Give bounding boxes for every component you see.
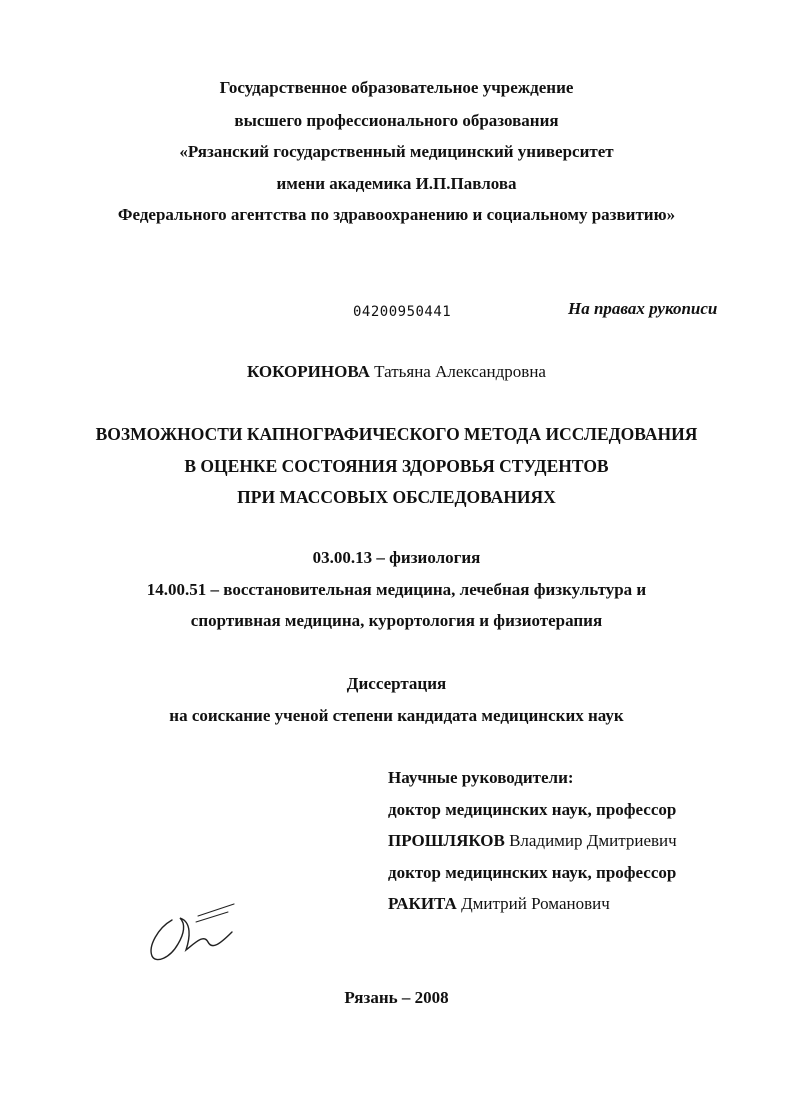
institution-line-1: Государственное образовательное учреждение bbox=[219, 78, 574, 97]
degree-purpose: на соискание ученой степени кандидата медицинских наук bbox=[169, 706, 624, 725]
author-name bbox=[0, 362, 793, 382]
supervisor-2-title: доктор медицинских наук, профессор bbox=[388, 863, 677, 882]
registration-code: 04200950441 bbox=[353, 304, 452, 320]
manuscript-rights: На правах рукописи bbox=[568, 299, 718, 318]
thesis-title-line-2: В ОЦЕНКЕ СОСТОЯНИЯ ЗДОРОВЬЯ СТУДЕНТОВ bbox=[184, 456, 609, 476]
institution-line-4: имени академика И.П.Павлова bbox=[276, 174, 517, 193]
supervisors-heading: Научные руководители: bbox=[388, 768, 574, 787]
specialty-2-continued: спортивная медицина, курортология и физиотерапия bbox=[190, 611, 603, 630]
handwritten-signature bbox=[140, 898, 250, 968]
specialty-2-code: 14.00.51 bbox=[146, 580, 207, 599]
document-type: Диссертация bbox=[346, 674, 447, 693]
supervisor-1-title: доктор медицинских наук, профессор bbox=[388, 800, 677, 819]
place-and-year: Рязань – 2008 bbox=[344, 988, 449, 1007]
specialty-2 bbox=[0, 580, 793, 600]
specialty-1-code: 03.00.13 bbox=[312, 548, 373, 567]
specialty-1-name: – физиология bbox=[376, 548, 481, 567]
author-given-names: Татьяна Александровна bbox=[374, 362, 546, 381]
supervisor-1-surname: ПРОШЛЯКОВ bbox=[388, 831, 505, 850]
supervisor-2-given: Дмитрий Романович bbox=[461, 894, 610, 913]
institution-line-5: Федерального агентства по здравоохранению и социальному развитию» bbox=[117, 205, 676, 224]
author-surname: КОКОРИНОВА bbox=[247, 362, 370, 381]
institution-line-2: высшего профессионального образования bbox=[234, 111, 559, 130]
supervisor-1-given: Владимир Дмитриевич bbox=[509, 831, 677, 850]
institution-line-3: «Рязанский государственный медицинский университет bbox=[179, 142, 614, 161]
supervisor-2-surname: РАКИТА bbox=[388, 894, 457, 913]
thesis-title-line-3: ПРИ МАССОВЫХ ОБСЛЕДОВАНИЯХ bbox=[237, 487, 556, 507]
thesis-title-line-1: ВОЗМОЖНОСТИ КАПНОГРАФИЧЕСКОГО МЕТОДА ИССЛЕДОВАНИЯ bbox=[95, 424, 698, 444]
specialty-2-name: – восстановительная медицина, лечебная физкультура и bbox=[210, 580, 647, 599]
supervisor-1-name bbox=[388, 831, 677, 851]
specialty-1 bbox=[0, 548, 793, 568]
supervisor-2-name bbox=[388, 894, 610, 914]
